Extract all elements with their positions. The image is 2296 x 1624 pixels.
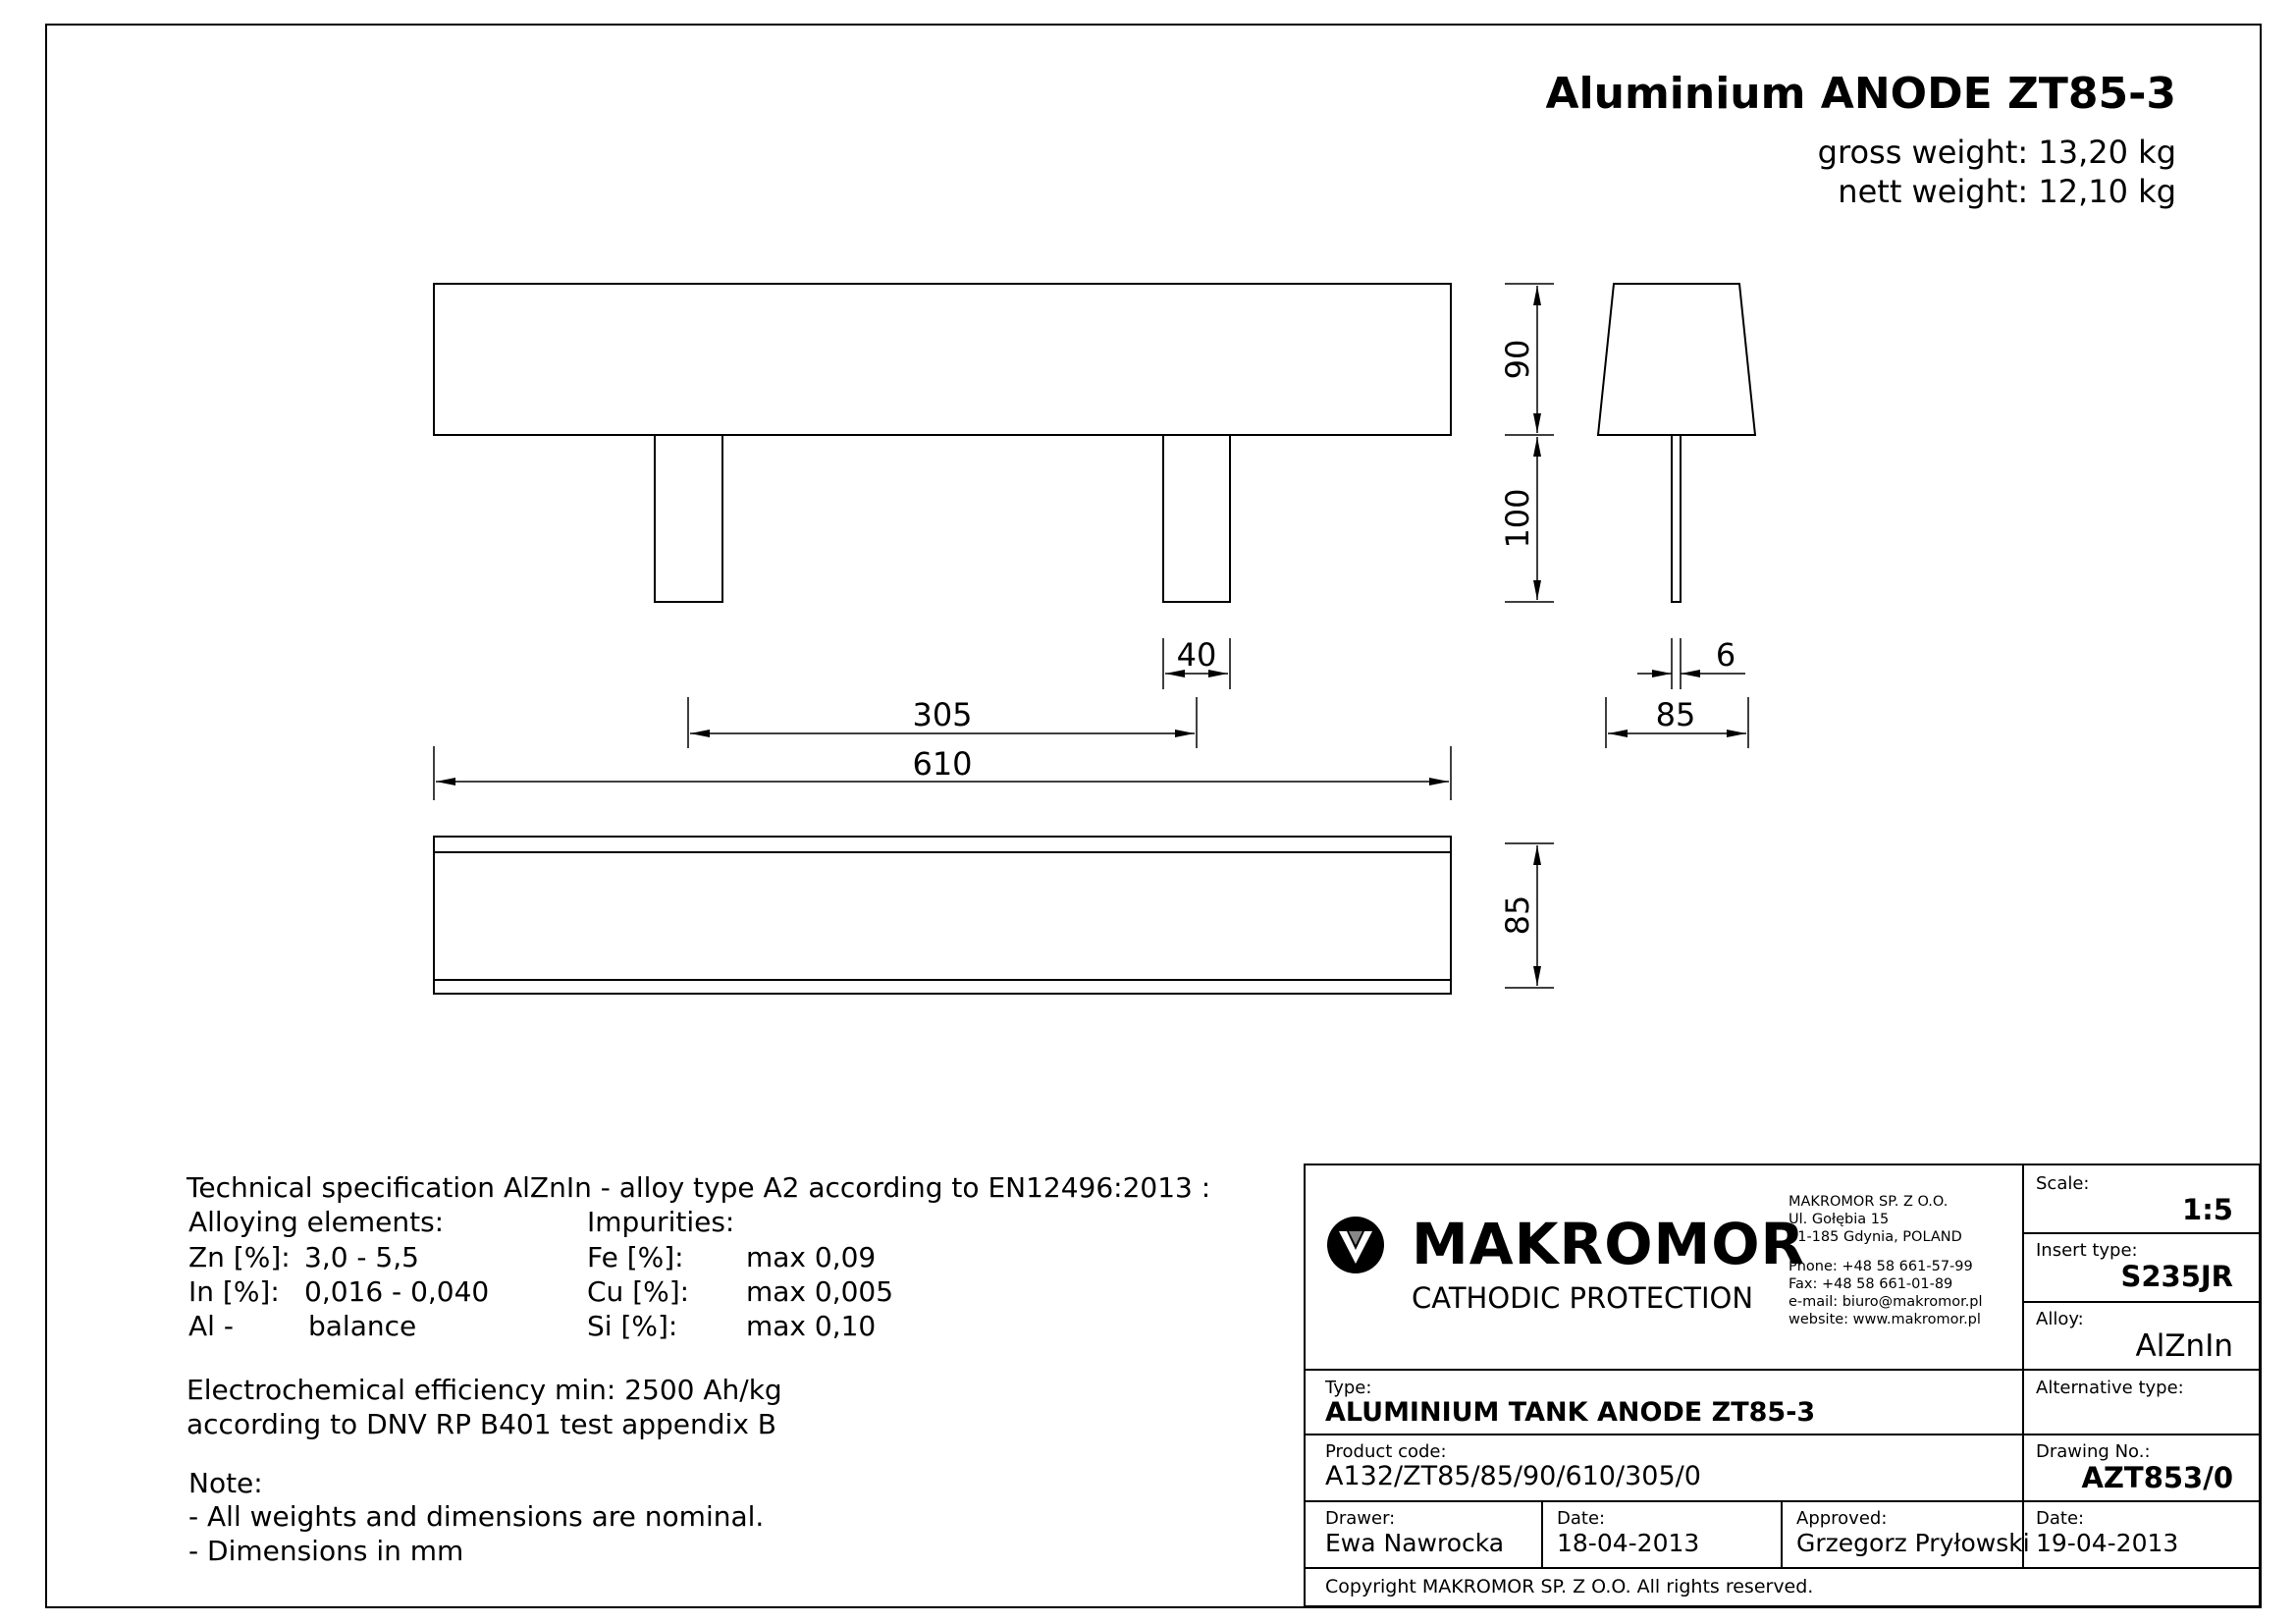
spec-heading: Technical specification AlZnIn - alloy type A2 according to EN12496:2013 : [187, 1171, 1211, 1204]
note-line-2: - Dimensions in mm [188, 1535, 464, 1567]
address-line: Phone: +48 58 661-57-99 [1789, 1259, 1973, 1274]
drawing-title: Aluminium ANODE ZT85-3 [1545, 69, 2176, 119]
dim-label-100: 100 [1499, 488, 1536, 549]
scale-label: Scale: [2036, 1173, 2090, 1194]
dim-label-6: 6 [1715, 636, 1736, 674]
alloy-element: Al - [188, 1310, 234, 1342]
impurity-element: Cu [%]: [587, 1275, 690, 1308]
alternative-type-label: Alternative type: [2036, 1378, 2184, 1398]
dim-label-90: 90 [1499, 339, 1536, 380]
note-heading: Note: [188, 1467, 263, 1499]
tb-divider-vertical [2022, 1165, 2024, 1567]
dim-label-610: 610 [912, 745, 973, 783]
gross-weight-value: 13,20 kg [2038, 134, 2176, 171]
alloy-label: Alloy: [2036, 1309, 2084, 1329]
address-line [1789, 1246, 1983, 1258]
tb-divider [1306, 1500, 2261, 1502]
date-label: Date: [1557, 1508, 1606, 1529]
address-line: Ul. Gołębia 15 [1789, 1212, 1890, 1227]
note-line-1: - All weights and dimensions are nominal. [188, 1500, 765, 1533]
address-line: e-mail: biuro@makromor.pl [1789, 1294, 1983, 1310]
impurity-value: max 0,10 [746, 1310, 877, 1342]
insert-side-view [1672, 435, 1681, 602]
drawing-number-label: Drawing No.: [2036, 1441, 2151, 1462]
makromor-logo-icon [1325, 1215, 1386, 1279]
tb-divider [1306, 1369, 2261, 1371]
tb-divider-vertical [1781, 1500, 1783, 1567]
dim-label-85-top-view: 85 [1499, 894, 1536, 936]
insert-type-value: S235JR [2120, 1260, 2233, 1293]
impurity-element: Si [%]: [587, 1310, 678, 1342]
type-value: ALUMINIUM TANK ANODE ZT85-3 [1325, 1397, 1816, 1428]
dim-label-40: 40 [1176, 636, 1217, 674]
alloying-heading: Alloying elements: [188, 1206, 445, 1238]
insert-leg-right [1163, 435, 1230, 602]
nett-weight-value: 12,10 kg [2038, 173, 2176, 210]
anode-body-front-view [434, 284, 1451, 435]
approved-label: Approved: [1796, 1508, 1888, 1529]
dim-label-305: 305 [912, 696, 973, 733]
efficiency-line-2: according to DNV RP B401 test appendix B [187, 1408, 777, 1440]
tb-divider [1306, 1567, 2261, 1569]
alloy-element: Zn [%]: [188, 1241, 291, 1273]
copyright-notice: Copyright MAKROMOR SP. Z O.O. All rights reserved. [1325, 1576, 1814, 1597]
approval-date-value: 19-04-2013 [2036, 1529, 2179, 1557]
impurity-value: max 0,09 [746, 1241, 877, 1273]
gross-weight-label: gross weight: [1817, 134, 2029, 171]
efficiency-line-1: Electrochemical efficiency min: 2500 Ah/kg [187, 1374, 782, 1406]
drawer-label: Drawer: [1325, 1508, 1396, 1529]
dim-label-85-side: 85 [1655, 696, 1696, 733]
brand-subtitle: CATHODIC PROTECTION [1412, 1281, 1754, 1315]
anode-body-side-view [1598, 284, 1755, 435]
nett-weight-label: nett weight: [1838, 173, 2029, 210]
alloy-value: balance [308, 1310, 417, 1342]
address-line: 81-185 Gdynia, POLAND [1789, 1229, 1962, 1245]
address-line: Fax: +48 58 661-01-89 [1789, 1276, 1953, 1292]
company-address [1789, 1193, 1983, 1328]
brand-name: MAKROMOR [1412, 1211, 1806, 1277]
drawing-number-value: AZT853/0 [2081, 1461, 2233, 1494]
title-block [1304, 1164, 2261, 1607]
scale-value: 1:5 [2182, 1193, 2233, 1226]
alloy-element: In [%]: [188, 1275, 280, 1308]
address-line: MAKROMOR SP. Z O.O. [1789, 1194, 1949, 1210]
impurity-element: Fe [%]: [587, 1241, 684, 1273]
impurity-value: max 0,005 [746, 1275, 894, 1308]
product-code-label: Product code: [1325, 1441, 1447, 1462]
alloy-value: AlZnIn [2135, 1328, 2233, 1364]
insert-type-label: Insert type: [2036, 1240, 2138, 1261]
tb-divider [1306, 1434, 2261, 1435]
date-value: 18-04-2013 [1557, 1529, 1700, 1557]
drawer-value: Ewa Nawrocka [1325, 1529, 1505, 1557]
tb-divider [2022, 1232, 2261, 1234]
impurities-heading: Impurities: [587, 1206, 735, 1238]
type-label: Type: [1325, 1378, 1372, 1398]
product-code-value: A132/ZT85/85/90/610/305/0 [1325, 1461, 1701, 1491]
alloy-value: 3,0 - 5,5 [304, 1241, 419, 1273]
tb-divider-vertical [1541, 1500, 1543, 1567]
tb-divider [2022, 1301, 2261, 1303]
insert-leg-left [655, 435, 722, 602]
anode-body-top-view [434, 837, 1451, 994]
alloy-value: 0,016 - 0,040 [304, 1275, 490, 1308]
address-line: website: www.makromor.pl [1789, 1312, 1981, 1327]
approved-value: Grzegorz Pryłowski [1796, 1529, 2030, 1557]
approval-date-label: Date: [2036, 1508, 2085, 1529]
